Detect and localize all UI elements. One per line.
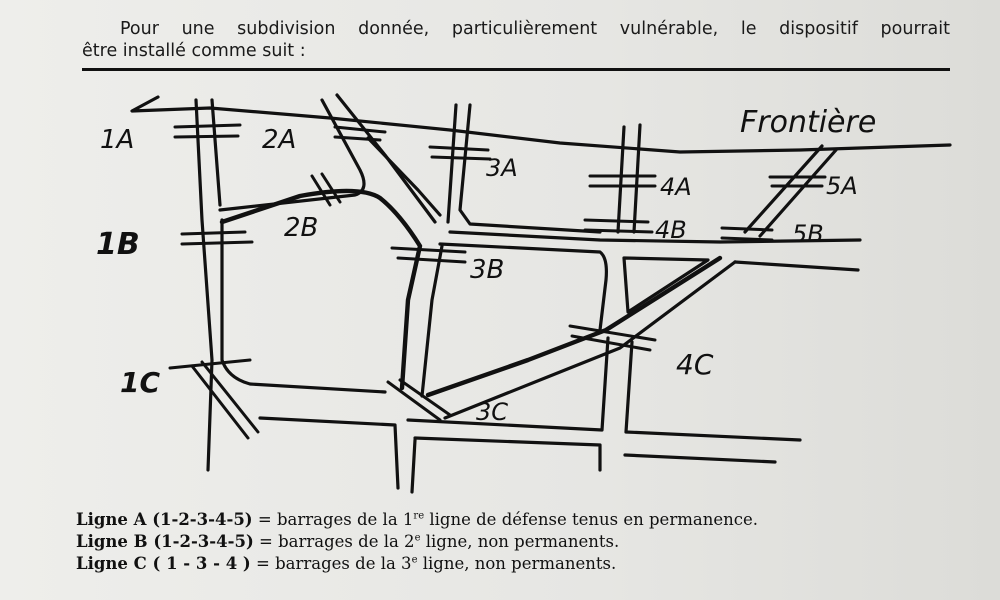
barrier-3C-mark	[388, 380, 450, 420]
intro-line-1: Pour une subdivision donnée, particulièrement vulnérable, le dispositif pourrait	[120, 19, 950, 39]
label-5B: 5B	[792, 220, 824, 248]
legend-b-eq: =	[253, 532, 279, 551]
road-3a-vertical-2	[460, 105, 600, 232]
label-2B: 2B	[284, 213, 319, 243]
road-right-horizontal	[735, 262, 858, 270]
road-2b-loop	[222, 191, 420, 388]
road-3b-vertical	[422, 246, 442, 396]
barrier-1B-mark	[182, 232, 252, 244]
legend-b-text-post: ligne, non permanents.	[420, 532, 620, 551]
intro-line-2: être installé comme suit :	[82, 41, 306, 61]
legend-c-label: Ligne C ( 1 - 3 - 4 )	[76, 554, 251, 573]
road-2a-branch	[220, 100, 364, 210]
label-3A: 3A	[486, 154, 518, 182]
legend-b-label: Ligne B (1-2-3-4-5)	[76, 532, 254, 551]
label-4C: 4C	[676, 348, 714, 381]
legend	[76, 509, 976, 575]
legend-c-text-post: ligne, non permanents.	[417, 554, 617, 573]
road-left-inner	[212, 100, 220, 205]
legend-a-sup: re	[413, 510, 425, 522]
label-2A: 2A	[262, 125, 297, 155]
legend-row-a	[76, 509, 976, 531]
label-1C: 1C	[120, 366, 161, 399]
road-4-vertical	[618, 127, 624, 232]
label-5A: 5A	[826, 172, 858, 200]
label-4B: 4B	[655, 216, 687, 244]
road-left-outer	[196, 100, 212, 470]
legend-a-label: Ligne A (1-2-3-4-5)	[76, 510, 253, 529]
label-3B: 3B	[470, 255, 505, 285]
label-3C: 3C	[476, 398, 509, 426]
label-1B: 1B	[96, 227, 140, 262]
legend-c-sup: e	[411, 554, 418, 566]
legend-a-text: barrages de la 1	[276, 510, 414, 529]
road-3a-vertical	[448, 105, 456, 222]
barrier-1A-mark	[175, 125, 240, 137]
barrier-3B-mark	[392, 248, 465, 262]
road-4-vertical-2	[634, 125, 640, 232]
label-4A: 4A	[660, 173, 692, 201]
legend-b-sup: e	[414, 532, 421, 544]
barrier-1C-mark	[170, 360, 258, 438]
road-bottom-mid	[415, 438, 600, 470]
legend-b-text: barrages de la 2	[278, 532, 415, 551]
road-triangle	[624, 258, 708, 312]
road-3b-top	[440, 244, 606, 330]
legend-a-text-post: ligne de défense tenus en permanence.	[424, 510, 758, 529]
barrier-5A-mark	[770, 177, 825, 186]
road-bottom-right	[625, 455, 775, 462]
barrier-5B-mark	[722, 228, 772, 240]
legend-c-text: barrages de la 3	[275, 554, 412, 573]
legend-row-b	[76, 531, 976, 553]
road-bottom-mid-2	[412, 440, 415, 492]
frontier-label: Frontière	[740, 105, 877, 140]
road-left-lower	[222, 220, 385, 392]
legend-c-eq: =	[250, 554, 276, 573]
road-bottom-left	[260, 418, 398, 488]
road-diagonal-inner	[368, 138, 440, 215]
legend-row-c	[76, 553, 976, 575]
label-1A: 1A	[100, 125, 135, 155]
barrier-2A-mark	[335, 127, 385, 140]
legend-a-eq: =	[252, 510, 277, 529]
barrier-3A-mark	[430, 147, 490, 159]
